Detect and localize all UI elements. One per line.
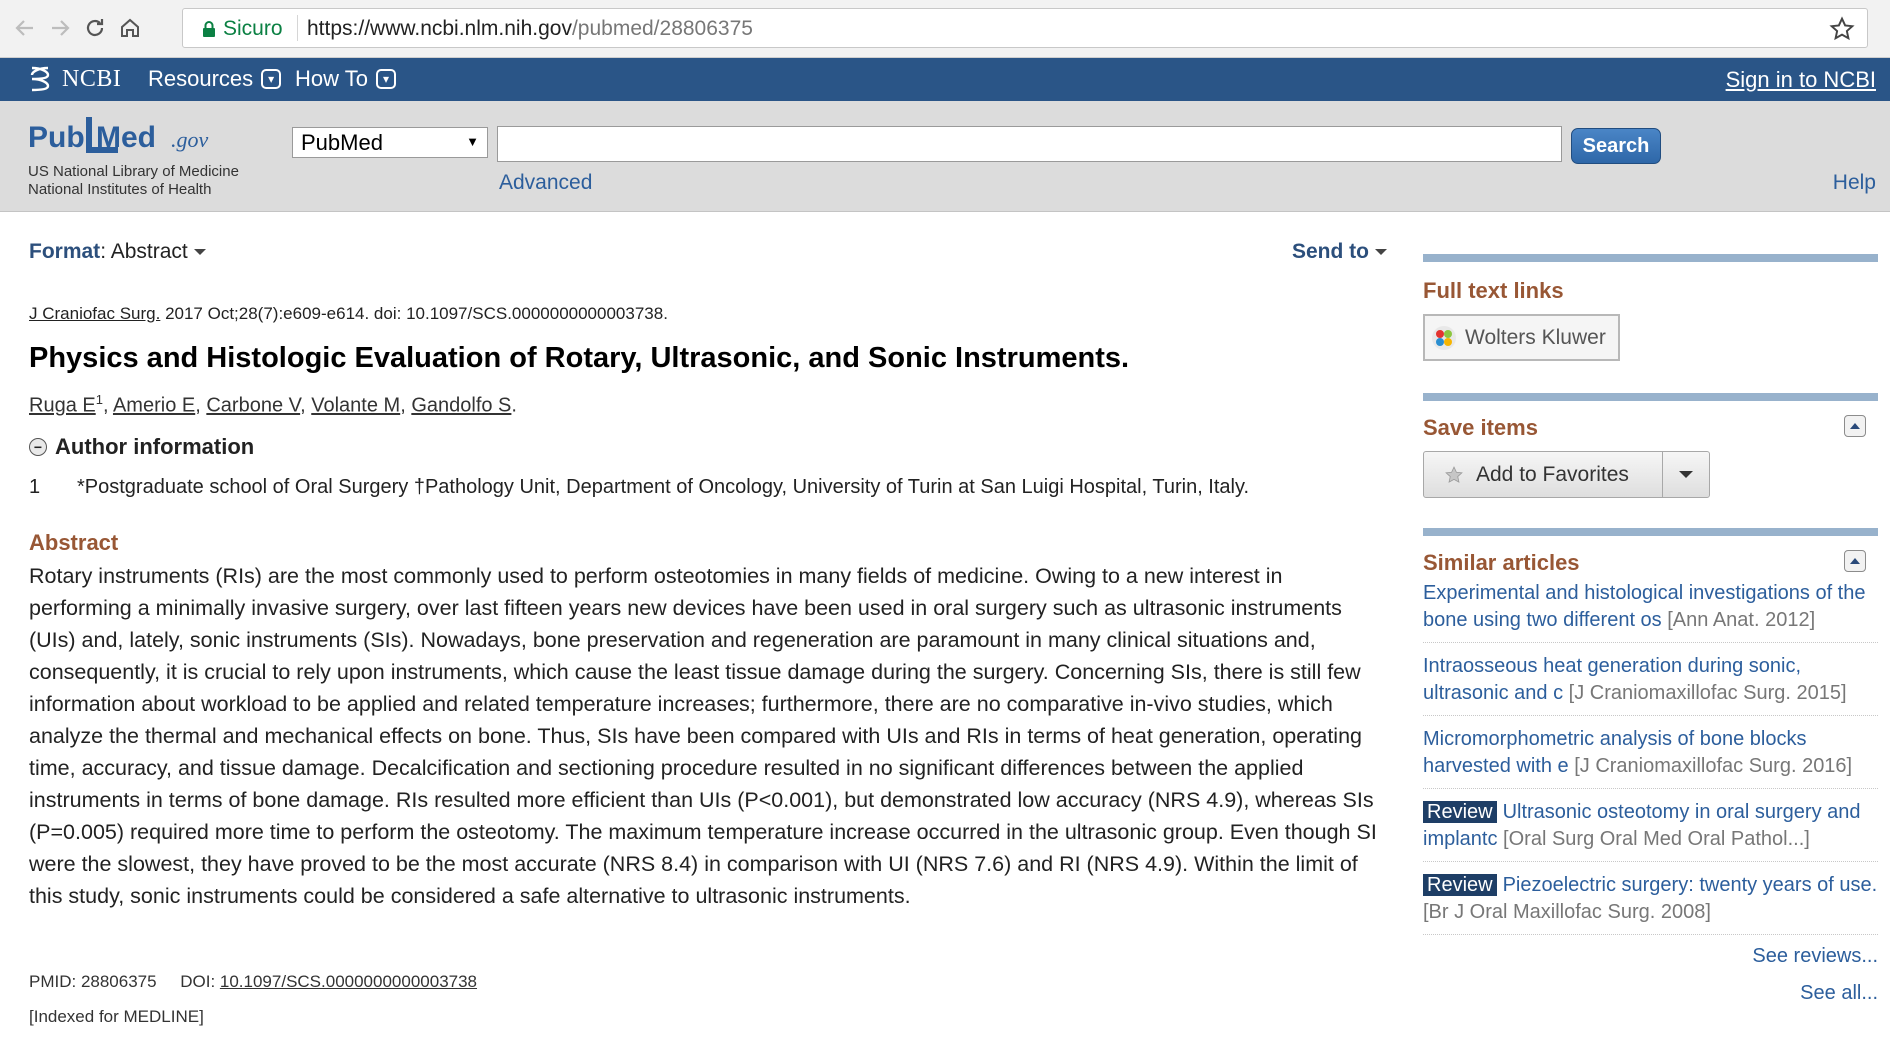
- add-to-favorites-button[interactable]: [1423, 451, 1710, 498]
- svg-text:Med: Med: [96, 121, 156, 154]
- browser-toolbar: [0, 0, 1890, 58]
- forward-button[interactable]: [43, 11, 77, 45]
- right-sidebar: [1423, 212, 1878, 1005]
- howto-menu[interactable]: [295, 66, 396, 92]
- similar-article-item[interactable]: [1423, 789, 1878, 862]
- similar-articles-list: [1423, 576, 1878, 935]
- author-info-header: Author information: [55, 434, 255, 459]
- ncbi-helix-icon: [26, 64, 54, 94]
- collapse-up-icon[interactable]: [1844, 415, 1866, 437]
- favorites-dropdown[interactable]: [1663, 452, 1709, 497]
- save-items-title: Save items: [1423, 415, 1538, 440]
- send-to-menu[interactable]: [1292, 240, 1387, 264]
- back-button[interactable]: [8, 11, 42, 45]
- format-selector[interactable]: [29, 240, 206, 264]
- wolters-kluwer-icon: [1431, 325, 1457, 351]
- format-value: : Abstract: [100, 240, 188, 263]
- author-affiliation-sup: 1: [95, 392, 103, 407]
- svg-text:Pub: Pub: [28, 121, 85, 154]
- format-label: Format: [29, 240, 101, 263]
- abstract-header: Abstract: [29, 530, 119, 555]
- database-select-value: PubMed: [301, 130, 383, 155]
- caret-down-icon: [1375, 249, 1387, 255]
- pubmed-logo[interactable]: [28, 111, 248, 159]
- nih-label: National Institutes of Health: [28, 181, 212, 198]
- wolters-kluwer-link[interactable]: [1423, 314, 1620, 361]
- section-rule: [1423, 254, 1878, 262]
- home-button[interactable]: [113, 11, 147, 45]
- doi-link[interactable]: 10.1097/SCS.0000000000003738: [219, 972, 478, 991]
- similar-article-title[interactable]: Intraosseous heat generation during sonic, ultrasonic and c: [1423, 655, 1802, 704]
- help-link[interactable]: Help: [1832, 171, 1876, 194]
- lock-icon: [199, 19, 219, 39]
- similar-articles-header: [1423, 550, 1878, 576]
- address-bar[interactable]: [182, 8, 1868, 48]
- url-text: [307, 17, 753, 41]
- author-info-toggle[interactable]: [29, 434, 254, 460]
- author-list: Ruga $E^1$, Amerio E, Carbone V, Volante M, Gandolfo S.: [29, 392, 517, 417]
- bookmark-star-icon[interactable]: [1829, 16, 1855, 42]
- search-header: [0, 101, 1890, 212]
- affiliation: [29, 476, 1249, 499]
- affiliation-text: *Postgraduate school of Oral Surgery †Pathology Unit, Department of Oncology, University of Turin at San Luigi Hospital, Turin, Italy.: [77, 476, 1250, 498]
- svg-text:.gov: .gov: [171, 127, 209, 152]
- similar-articles-title: Similar articles: [1423, 550, 1580, 575]
- collapse-up-icon[interactable]: [1844, 550, 1866, 572]
- collapse-minus-icon: −: [29, 438, 47, 456]
- forward-icon: [48, 16, 72, 40]
- see-all-link[interactable]: See all...: [1800, 982, 1878, 1004]
- indexed-status: [Indexed for MEDLINE]: [29, 1007, 204, 1026]
- howto-label: How To: [295, 66, 368, 91]
- section-rule: [1423, 528, 1878, 536]
- publisher-label: Wolters Kluwer: [1465, 325, 1606, 349]
- back-icon: [13, 16, 37, 40]
- advanced-search-link[interactable]: Advanced: [499, 171, 593, 194]
- author-link[interactable]: Gandolfo S: [411, 394, 512, 417]
- similar-article-item[interactable]: [1423, 862, 1878, 935]
- similar-article-source: [J Craniomaxillofac Surg. 2015]: [1568, 682, 1847, 704]
- secure-label: Sicuro: [223, 17, 283, 40]
- author-link[interactable]: Amerio E: [112, 394, 196, 417]
- citation: [29, 304, 668, 324]
- caret-down-icon: [194, 249, 206, 255]
- similar-article-source: [Br J Oral Maxillofac Surg. 2008]: [1423, 901, 1711, 923]
- similar-article-title[interactable]: Micromorphometric analysis of bone blocks harvested with e: [1423, 728, 1807, 777]
- see-reviews-link[interactable]: See reviews...: [1752, 945, 1878, 967]
- signin-link[interactable]: Sign in to NCBI: [1725, 67, 1876, 92]
- journal-link[interactable]: J Craniofac Surg.: [29, 304, 161, 323]
- similar-article-source: [Oral Surg Oral Med Oral Pathol...]: [1503, 828, 1810, 850]
- similar-article-item[interactable]: [1423, 643, 1878, 716]
- resources-label: Resources: [148, 66, 254, 91]
- review-badge: Review: [1423, 874, 1497, 896]
- reload-button[interactable]: [78, 11, 112, 45]
- ncbi-logo[interactable]: [26, 64, 121, 94]
- author-link[interactable]: Carbone V: [206, 394, 301, 417]
- url-host: https://www.ncbi.nlm.nih.gov: [307, 17, 572, 40]
- search-button[interactable]: Search: [1571, 128, 1661, 164]
- reload-icon: [83, 16, 107, 40]
- similar-article-source: [Ann Anat. 2012]: [1667, 609, 1816, 631]
- author-link[interactable]: Ruga E: [29, 394, 96, 417]
- resources-menu[interactable]: [148, 66, 281, 92]
- section-rule: [1423, 393, 1878, 401]
- url-separator: [297, 15, 298, 41]
- pmid: PMID: 28806375: [29, 972, 157, 991]
- search-input[interactable]: [497, 126, 1562, 162]
- affiliation-number: 1: [29, 476, 41, 498]
- similar-article-item[interactable]: [1423, 716, 1878, 789]
- ncbi-header-bar: [0, 58, 1890, 101]
- author-link[interactable]: Volante M: [311, 394, 401, 417]
- abstract-text: Rotary instruments (RIs) are the most commonly used to perform osteotomies in many fields of medicine. Owing to a new interest in performing a minimally invasive surgery, over last fifteen years new devices have been used in oral surgery such as ultrasonic instruments (UIs) and, lately, sonic instruments (SIs). Nowadays, bone preservation and regeneration are paramount in many clinical situations and, consequently, it is crucial to rely upon instruments, which cause the least tissue damage during the surgery. Concerning SIs, there is still few information about workload to be applied and related temperature increases; furthermore, there are no comparative in-vivo studies, which analyze the thermal and mechanical effects on bone. Thus, SIs have been compared with UIs and RIs in terms of heat generation, operating time, accuracy, and tissue damage. Decalcification and sectioning procedure resulted in no significant differences between the applied instruments in terms of bone damage. RIs resulted more efficient than UIs (P<0.001), but demonstrated low accuracy (NRS 4.9), whereas SIs (P=0.005) required more time to perform the osteotomy. The maximum temperature increase occurred in the ultrasonic group. Even though SI were the slowest, they have proved to be the most accurate (NRS 8.4) in comparison with UI (NRS 7.6) and RI (NRS 4.9). Within the limit of this study, sonic instruments could be considered a safe alternative to ultrasonic instruments.: [29, 564, 1377, 908]
- dropdown-arrow-icon: ▼: [466, 134, 479, 149]
- article-title: Physics and Histologic Evaluation of Rotary, Ultrasonic, and Sonic Instruments.: [29, 342, 1130, 374]
- pubmed-logo-subtitle: [28, 163, 239, 199]
- similar-article-item[interactable]: [1423, 576, 1878, 643]
- save-items-header: [1423, 415, 1878, 441]
- article-identifiers: [29, 972, 477, 992]
- chevron-down-icon: ▾: [376, 69, 396, 89]
- url-path: /pubmed/28806375: [571, 17, 753, 40]
- home-icon: [118, 16, 142, 40]
- similar-article-title[interactable]: Ultrasonic osteotomy in oral surgery and implantc: [1423, 801, 1861, 850]
- review-badge: Review: [1423, 801, 1497, 823]
- chevron-down-icon: ▾: [261, 69, 281, 89]
- nlm-label: US National Library of Medicine: [28, 163, 239, 180]
- full-text-links-title: Full text links: [1423, 278, 1564, 303]
- similar-article-title[interactable]: Piezoelectric surgery: twenty years of use.: [1502, 874, 1878, 896]
- database-select[interactable]: [292, 127, 488, 158]
- similar-article-title[interactable]: Experimental and histological investigations of the bone using two different os: [1423, 582, 1866, 631]
- star-icon: [1444, 465, 1464, 485]
- similar-article-source: [J Craniomaxillofac Surg. 2016]: [1574, 755, 1853, 777]
- citation-details: 2017 Oct;28(7):e609-e614. doi: 10.1097/SCS.0000000000003738.: [160, 304, 668, 323]
- send-to-label: Send to: [1292, 240, 1369, 263]
- doi-label: DOI:: [180, 972, 220, 991]
- caret-down-icon: [1679, 471, 1693, 478]
- add-to-favorites-label: Add to Favorites: [1476, 462, 1629, 486]
- add-to-favorites-main[interactable]: [1424, 452, 1663, 497]
- ncbi-logo-text: NCBI: [62, 65, 122, 92]
